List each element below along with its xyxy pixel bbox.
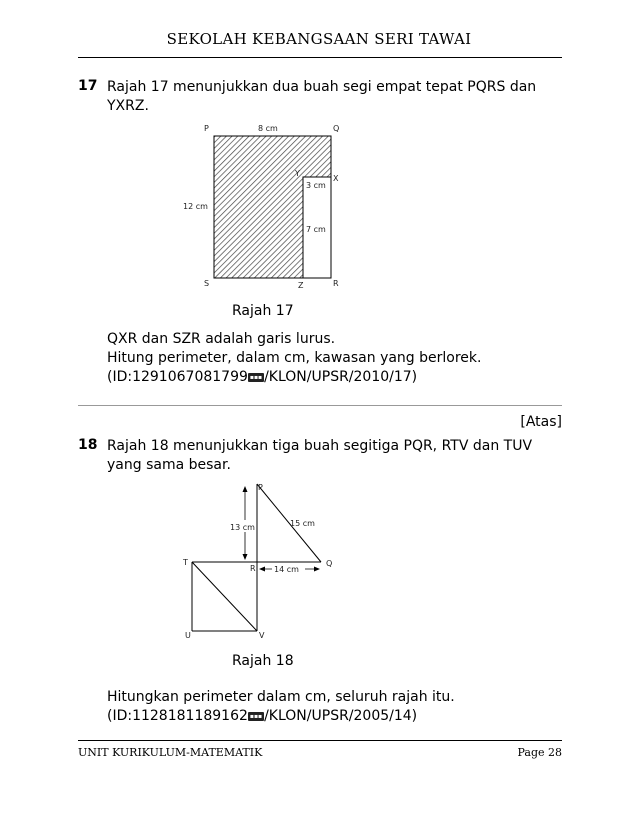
back-to-top-link[interactable]: [Atas] bbox=[520, 414, 562, 430]
label-u: U bbox=[185, 631, 191, 640]
label-x: X bbox=[333, 174, 339, 183]
label-t: T bbox=[183, 558, 188, 567]
figure-17-caption: Rajah 17 bbox=[232, 303, 294, 319]
question-17-body bbox=[107, 330, 557, 387]
label-v: V bbox=[259, 631, 265, 640]
dim-pr: 13 cm bbox=[230, 523, 255, 532]
footer-page-number: Page 28 bbox=[517, 746, 562, 759]
question-18-id-prefix: (ID:1128181189162 bbox=[107, 708, 248, 724]
question-separator bbox=[78, 405, 562, 406]
label-r: R bbox=[333, 279, 339, 288]
label-q: Q bbox=[333, 124, 340, 133]
label-q: Q bbox=[326, 559, 333, 568]
label-s: S bbox=[204, 279, 210, 288]
dim-top: 8 cm bbox=[258, 124, 278, 133]
label-z: Z bbox=[298, 281, 304, 290]
label-r: R bbox=[250, 564, 256, 573]
figure-18 bbox=[0, 470, 638, 645]
question-17-number: 17 bbox=[78, 78, 98, 94]
question-17-stem-line2: YXRZ. bbox=[107, 98, 149, 114]
question-18-body bbox=[107, 688, 557, 726]
question-17-id bbox=[107, 368, 557, 387]
label-y: Y bbox=[295, 169, 300, 178]
footer-unit: UNIT KURIKULUM-MATEMATIK bbox=[78, 746, 263, 759]
question-17-id-suffix: /KLON/UPSR/2010/17) bbox=[264, 369, 418, 385]
question-18-id bbox=[107, 707, 557, 726]
solution-link-icon[interactable]: ▪▪▪ bbox=[249, 712, 263, 720]
dim-pq: 15 cm bbox=[290, 519, 315, 528]
question-17-line1: QXR dan SZR adalah garis lurus. bbox=[107, 331, 336, 347]
footer-rule bbox=[78, 740, 562, 741]
figure-17 bbox=[0, 0, 638, 300]
question-18-id-suffix: /KLON/UPSR/2005/14) bbox=[264, 708, 418, 724]
label-p: P bbox=[258, 483, 263, 492]
page-header-title: SEKOLAH KEBANGSAAN SERI TAWAI bbox=[166, 30, 472, 48]
figure-18-caption: Rajah 18 bbox=[232, 653, 294, 669]
question-18-stem-line2: yang sama besar. bbox=[107, 457, 231, 473]
dim-left: 12 cm bbox=[183, 202, 208, 211]
question-17-stem-line1: Rajah 17 menunjukkan dua buah segi empat tepat PQRS dan bbox=[107, 79, 537, 95]
solution-link-icon[interactable]: ▪▪▪ bbox=[249, 373, 263, 381]
label-p: P bbox=[204, 124, 209, 133]
dim-xr-top: 3 cm bbox=[306, 181, 326, 190]
dim-xr-side: 7 cm bbox=[306, 225, 326, 234]
dim-rq: 14 cm bbox=[274, 565, 299, 574]
question-18-stem-line1: Rajah 18 menunjukkan tiga buah segitiga PQR, RTV dan TUV bbox=[107, 438, 533, 454]
question-17-id-prefix: (ID:1291067081799 bbox=[107, 369, 248, 385]
question-17-line2: Hitung perimeter, dalam cm, kawasan yang berlorek. bbox=[107, 350, 482, 366]
question-18-number: 18 bbox=[78, 437, 98, 453]
question-18-line1: Hitungkan perimeter dalam cm, seluruh rajah itu. bbox=[107, 689, 455, 705]
